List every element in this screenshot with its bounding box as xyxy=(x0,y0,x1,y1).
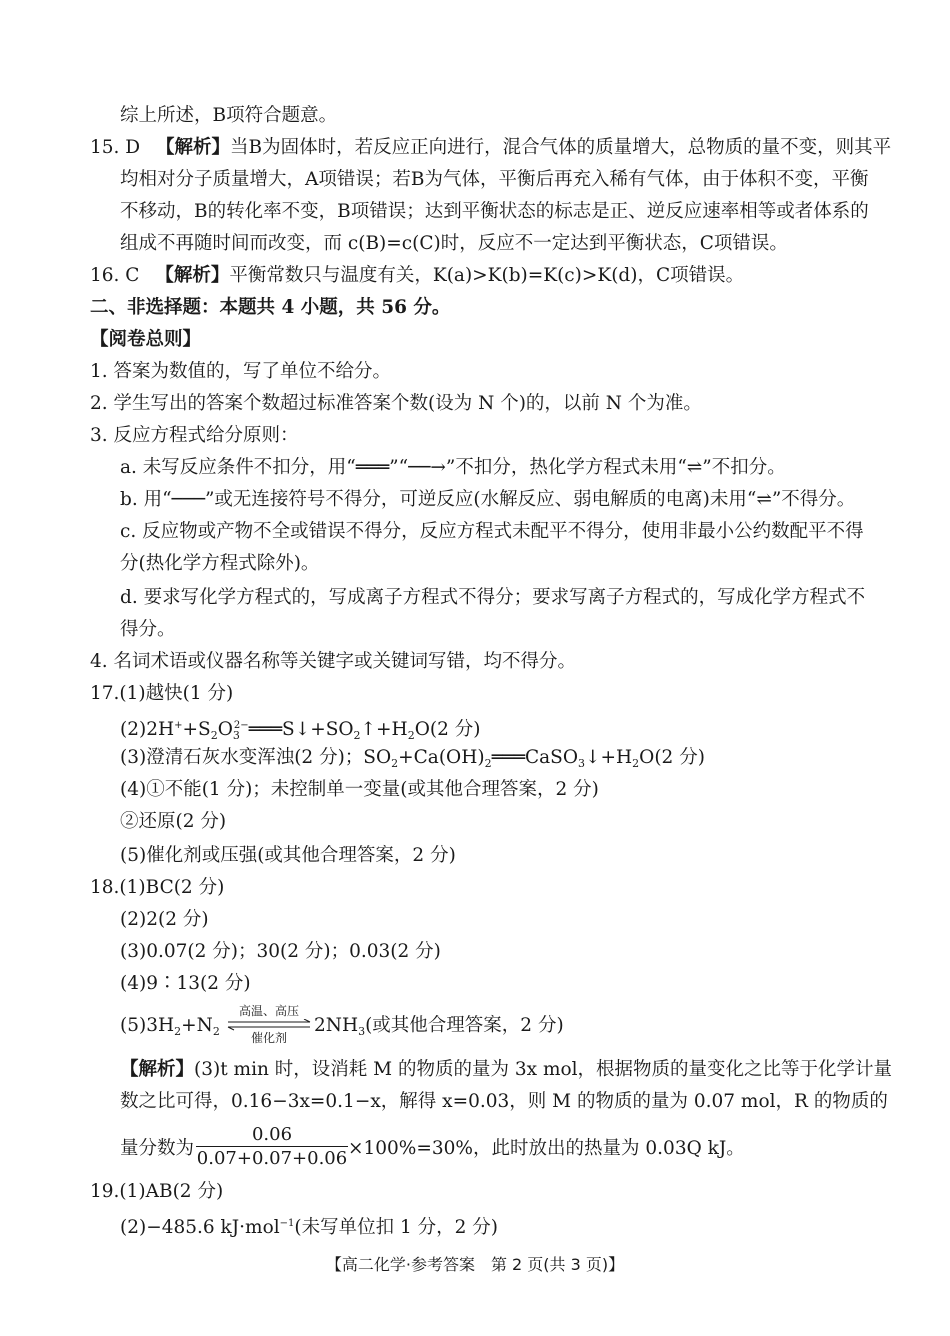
q17-part-4: (4)①不能(1 分)；未控制单一变量(或其他合理答案，2 分) xyxy=(120,779,599,800)
q18-part-2: (2)2(2 分) xyxy=(120,909,209,930)
analysis-tag: 【解析】 xyxy=(156,137,231,158)
q15-line-2: 均相对分子质量增大，A项错误；若B为气体，平衡后再充入稀有气体，由于体积不变，平衡 xyxy=(120,169,869,190)
q18-analysis-line-1: 【解析】(3)t min 时，设消耗 M 的物质的量为 3x mol，根据物质的量变化之比等于化学计量 xyxy=(120,1059,893,1080)
rule-3d-line-2: 得分。 xyxy=(120,619,176,640)
fraction-numerator: 0.06 xyxy=(251,1124,293,1145)
rule-2: 2. 学生写出的答案个数超过标准答案个数(设为 N 个)的，以前 N 个为准。 xyxy=(90,393,702,414)
equilibrium-arrow-icon xyxy=(226,1019,312,1031)
q15-line-3: 不移动，B的转化率不变，B项错误；达到平衡状态的标志是正、逆反应速率相等或者体系的 xyxy=(120,201,869,222)
rule-3c-line-2: 分(热化学方程式除外)。 xyxy=(120,553,320,574)
q18-part-1: 18.(1)BC(2 分) xyxy=(90,877,225,898)
analysis-tag: 【解析】 xyxy=(155,265,230,286)
q18-analysis-line-3-suffix: ×100%=30%，此时放出的热量为 0.03Q kJ。 xyxy=(348,1138,745,1159)
rule-3c-line-1: c. 反应物或产物不全或错误不得分，反应方程式未配平不得分，使用非最小公约数配平不得 xyxy=(120,521,864,542)
section-heading: 二、非选择题：本题共 4 小题，共 56 分。 xyxy=(90,297,451,318)
q17-part-5: (5)催化剂或压强(或其他合理答案，2 分) xyxy=(120,845,456,866)
analysis-tag: 【解析】 xyxy=(120,1059,195,1080)
rule-3d-line-1: d. 要求写化学方程式的，写成离子方程式不得分；要求写离子方程式的，写成化学方程式不 xyxy=(120,587,866,608)
fraction xyxy=(196,1124,348,1171)
rule-3b: b. 用“───”或无连接符号不得分，可逆反应(水解反应、弱电解质的电离)未用“⇌”不得分。 xyxy=(120,489,856,510)
q18-part-5-left: $(5)3H_2+N_2$ xyxy=(120,1015,220,1038)
q18-part-3: (3)0.07(2 分)；30(2 分)；0.03(2 分) xyxy=(120,941,441,962)
rule-3: 3. 反应方程式给分原则： xyxy=(90,425,299,446)
q18-analysis-line-2: 数之比可得，0.16−3x=0.1−x，解得 x=0.03，则 M 的物质的量为 0.07 mol，R 的物质的 xyxy=(120,1091,888,1112)
q16-line xyxy=(90,264,744,288)
grading-rules-heading: 【阅卷总则】 xyxy=(90,329,202,350)
reaction-condition-bottom: 催化剂 xyxy=(250,1031,287,1045)
q18-part-4: (4)9∶13(2 分) xyxy=(120,973,251,994)
fraction-denominator: 0.07+0.07+0.06 xyxy=(196,1148,348,1169)
q18-analysis-line-3-prefix: 量分数为 xyxy=(120,1138,195,1159)
q16-text: 平衡常数只与温度有关，K(a)>K(b)=K(c)>K(d)，C项错误。 xyxy=(229,265,745,286)
rule-1: 1. 答案为数值的，写了单位不给分。 xyxy=(90,361,392,382)
q17-part-2: $(2)2H^++S_2O_3^{2-}═══S↓+SO_2↑+H_2O(2$ 分) xyxy=(120,719,481,742)
rule-4: 4. 名词术语或仪器名称等关键字或关键词写错，均不得分。 xyxy=(90,651,577,672)
q17-part-1: 17.(1)越快(1 分) xyxy=(90,683,234,704)
q16-number: 16. C xyxy=(90,265,140,286)
q19-part-2: (2)−485.6 kJ·mol$^{-1}$(未写单位扣 1 分，2 分) xyxy=(120,1217,499,1238)
page-footer: 【高二化学·参考答案 第 2 页(共 3 页)】 xyxy=(325,1255,625,1274)
q15-text: 当B为固体时，若反应正向进行，混合气体的质量增大，总物质的量不变，则其平 xyxy=(230,137,892,158)
q15-line-1 xyxy=(90,136,891,160)
summary-line: 综上所述，B项符合题意。 xyxy=(120,105,338,126)
q17-part-4b: ②还原(2 分) xyxy=(120,811,227,832)
q17-part-3: (3)澄清石灰水变浑浊(2 分)；$SO_2+Ca(OH)_2═══CaSO_3↓+H_2O(2$ 分) xyxy=(120,747,705,770)
rule-3a: a. 未写反应条件不扣分，用“═══”“──→”不扣分，热化学方程式未用“⇌”不扣分。 xyxy=(120,457,786,478)
reaction-condition-top: 高温、高压 xyxy=(238,1004,299,1018)
q15-line-4: 组成不再随时间而改变，而 c(B)=c(C)时，反应不一定达到平衡状态，C项错误。 xyxy=(120,233,788,254)
q15-number: 15. D xyxy=(90,137,141,158)
q18-part-5-right: $2NH_3$(或其他合理答案，2 分) xyxy=(314,1015,564,1038)
q19-part-1: 19.(1)AB(2 分) xyxy=(90,1181,224,1202)
